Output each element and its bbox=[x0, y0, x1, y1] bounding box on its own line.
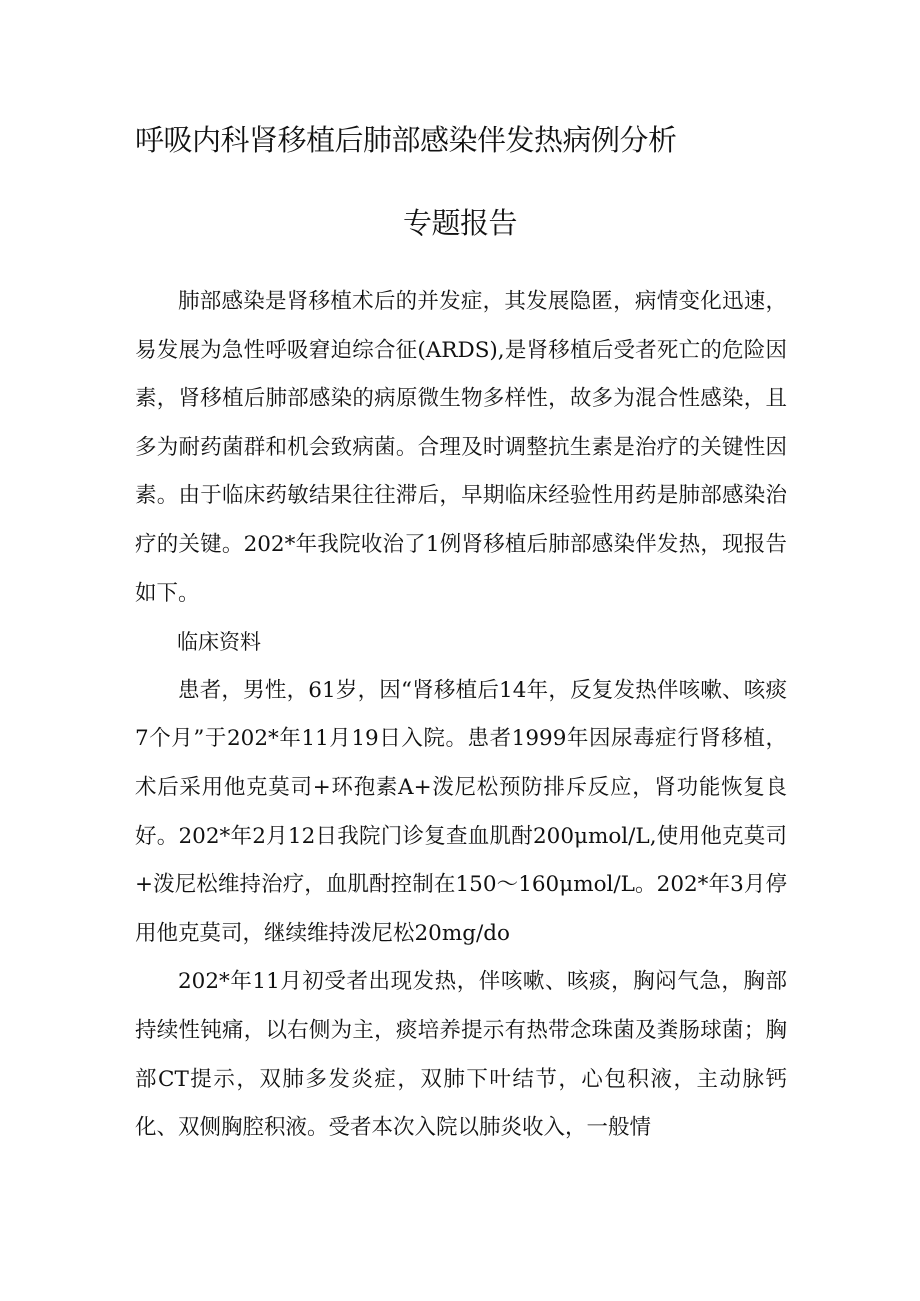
section-heading-clinical-data: 临床资料 bbox=[177, 630, 261, 655]
document-title-line-2: 专题报告 bbox=[402, 206, 517, 240]
paragraph-patient-history: 患者，男性，61岁，因“肾移植后14年，反复发热伴咳嗽、咳痰7个月”于202*年11月19日入院。患者1999年因尿毒症行肾移植，术后采用他克莫司+环孢素A+泼尼松预防排斥反应，肾功能恢复良好。202*年2月12日我院门诊复查血肌酎200μmol/L,使用他克莫司+泼尼松维持治疗，血肌酎控制在150～160μmol/L。202*年3月停用他克莫司，继续维持泼尼松20mg/do bbox=[135, 677, 787, 946]
paragraph-intro: 肺部感染是肾移植术后的并发症，其发展隐匿，病情变化迅速，易发展为急性呼吸窘迫综合征(ARDS),是肾移植后受者死亡的危险因素，肾移植后肺部感染的病原微生物多样性，故多为混合性感染，且多为耐药菌群和机会致病菌。合理及时调整抗生素是治疗的关键性因素。由于临床药敏结果往往滞后，早期临床经验性用药是肺部感染治疗的关键。202*年我院收治了1例肾移植后肺部感染伴发热，现报告如下。 bbox=[135, 289, 787, 606]
document-title-line-1: 呼吸内科肾移植后肺部感染伴发热病例分析 bbox=[135, 123, 677, 157]
document-body bbox=[135, 278, 787, 1153]
paragraph-current-illness: 202*年11月初受者出现发热，伴咳嗽、咳痰，胸闷气急，胸部持续性钝痛，以右侧为主，痰培养提示有热带念珠菌及粪肠球菌；胸部CT提示，双肺多发炎症，双肺下叶结节，心包积液，主动脉钙化、双侧胸腔积液。受者本次入院以肺炎收入，一般情 bbox=[135, 969, 787, 1141]
